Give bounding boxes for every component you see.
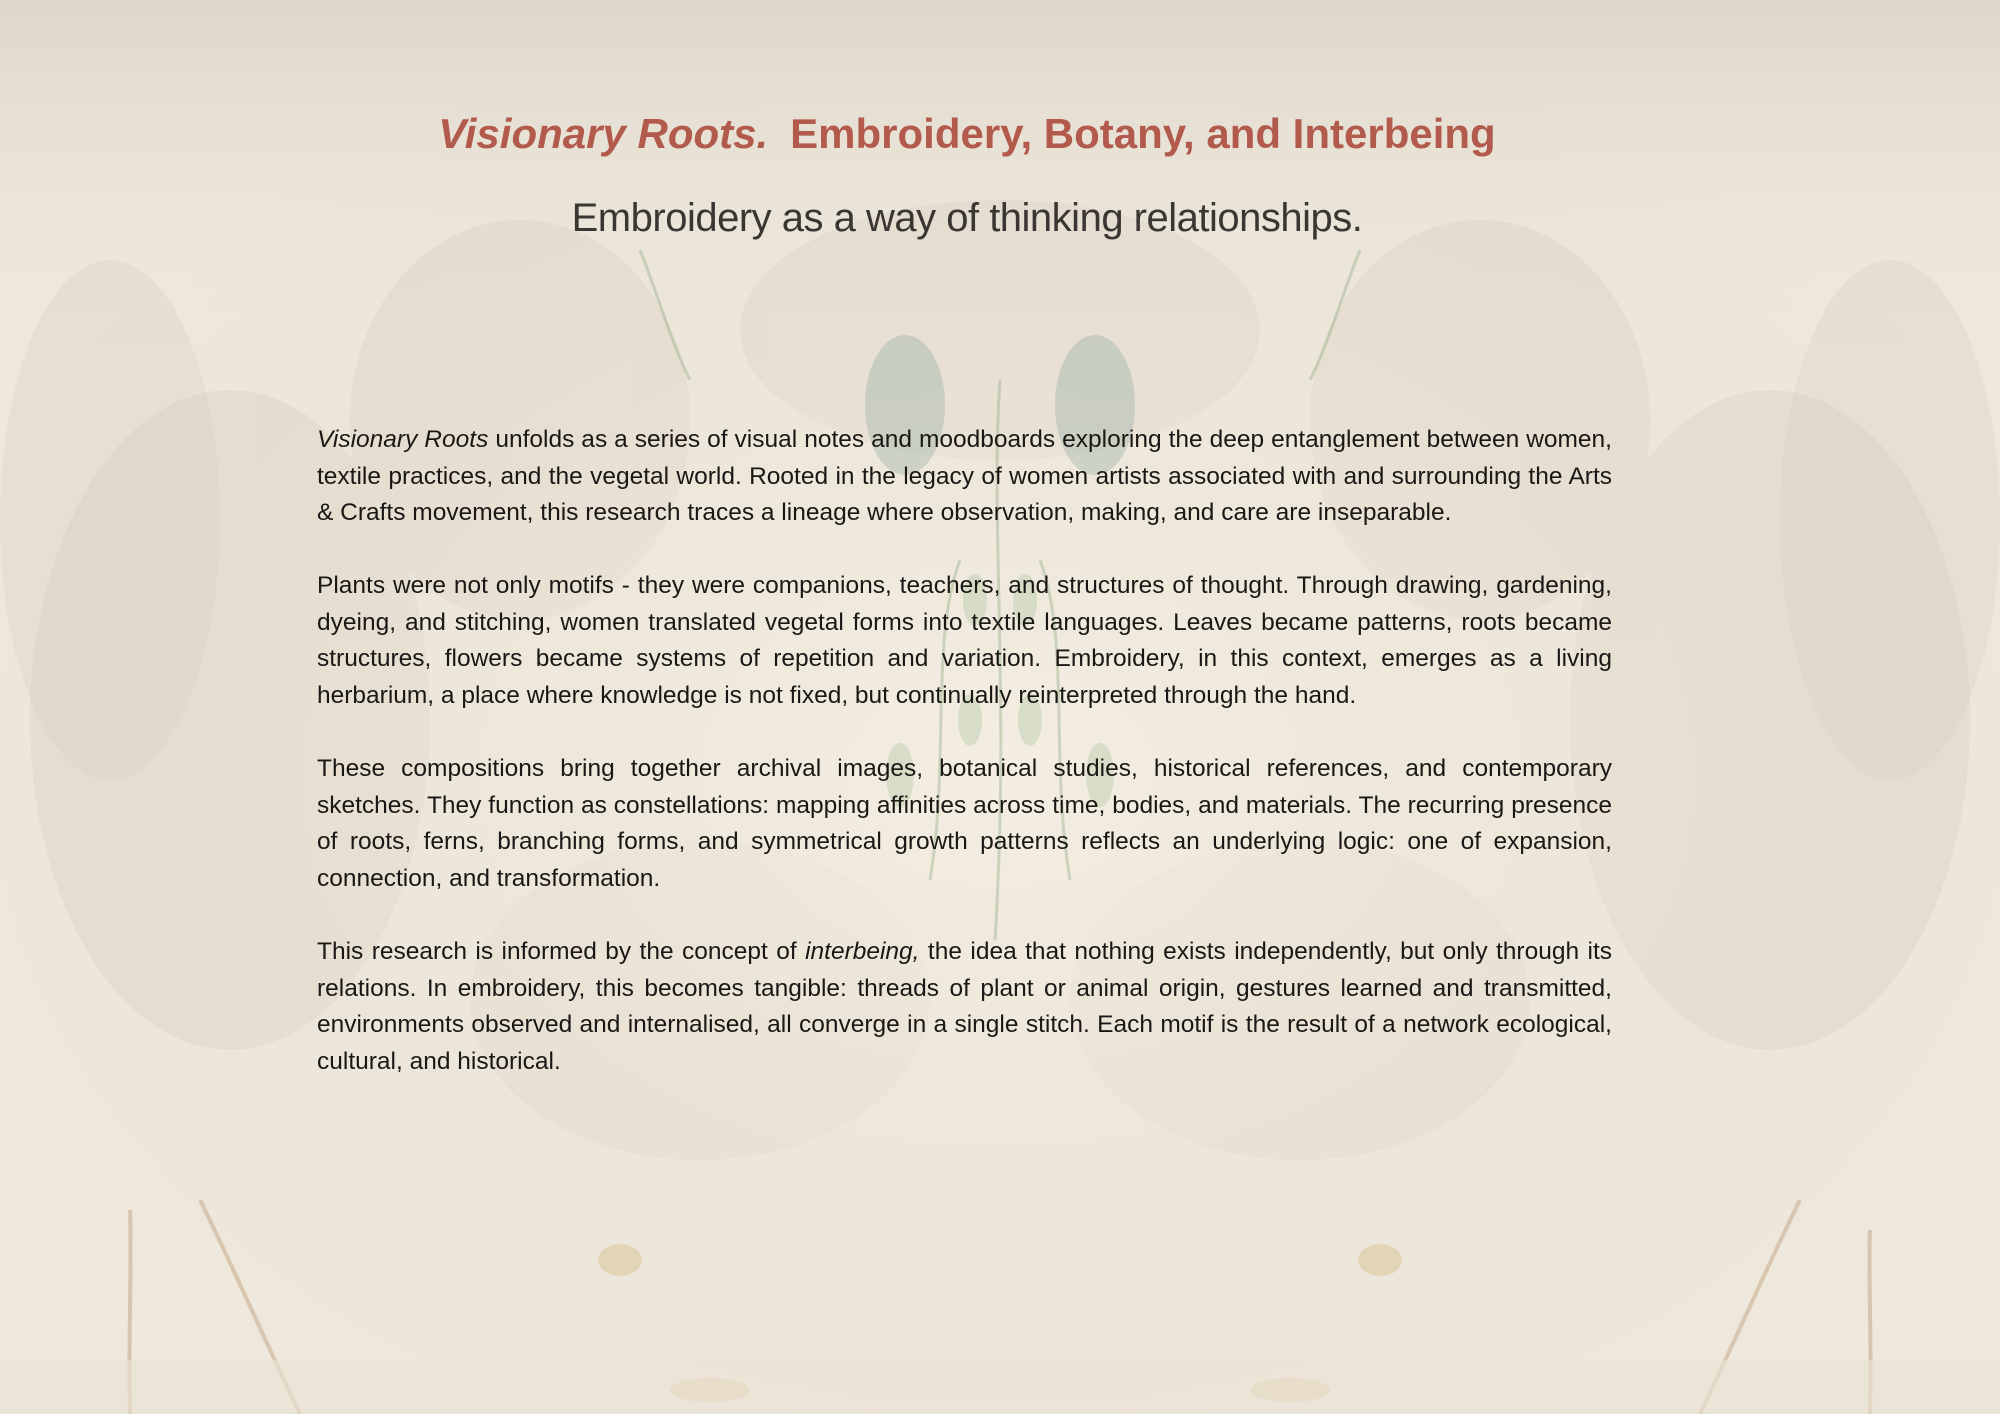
paragraph-1-italic-lead: Visionary Roots bbox=[317, 426, 489, 453]
paragraph-4-before: This research is informed by the concept of bbox=[317, 938, 806, 966]
page-subtitle: Embroidery as a way of thinking relationships. bbox=[571, 196, 1363, 240]
paragraph-4 bbox=[317, 934, 1612, 1080]
paragraph-4-italic: interbeing, bbox=[805, 938, 920, 966]
paragraph-2-text: Plants were not only motifs - they were companions, teachers, and structures of thought. Through drawing, gardening, dyeing, and stitching, women translated vegetal forms into textile languages. Leaves became patterns, roots became structures, flowers became systems of repetition and variation. Embroidery, in this context, emerges as a living herbarium, a place where knowledge is not fixed, but continually reinterpreted through the hand. bbox=[317, 572, 1612, 710]
paragraph-1-text: unfolds as a series of visual notes and moodboards exploring the deep entanglement between women, textile practices, and the vegetal world. Rooted in the legacy of women artists associated with and surrounding the Arts & Crafts movement, this research traces a lineage where observation, making, and care are inseparable. bbox=[317, 426, 1612, 527]
paragraph-1 bbox=[317, 422, 1612, 532]
paragraph-3-text: These compositions bring together archival images, botanical studies, historical references, and contemporary sketches. They function as constellations: mapping affinities across time, bodies, and materials. The recurring presence of roots, ferns, branching forms, and symmetrical growth patterns reflects an underlying logic: one of expansion, connection, and transformation. bbox=[317, 755, 1612, 892]
body-text bbox=[317, 422, 1612, 1117]
page-title bbox=[0, 104, 1934, 164]
paragraph-3 bbox=[317, 751, 1612, 897]
paragraph-4-after: the idea that nothing exists independently, but only through its relations. In embroidery, this becomes tangible: threads of plant or animal origin, gestures learned and transmitted, environments observed and internalised, all converge in a single stitch. Each motif is the result of a network ecological, cultural, and historical. bbox=[317, 938, 1613, 1075]
paragraph-2 bbox=[317, 568, 1612, 714]
title-italic: Visionary Roots. bbox=[438, 110, 769, 157]
title-rest: Embroidery, Botany, and Interbeing bbox=[790, 110, 1496, 157]
